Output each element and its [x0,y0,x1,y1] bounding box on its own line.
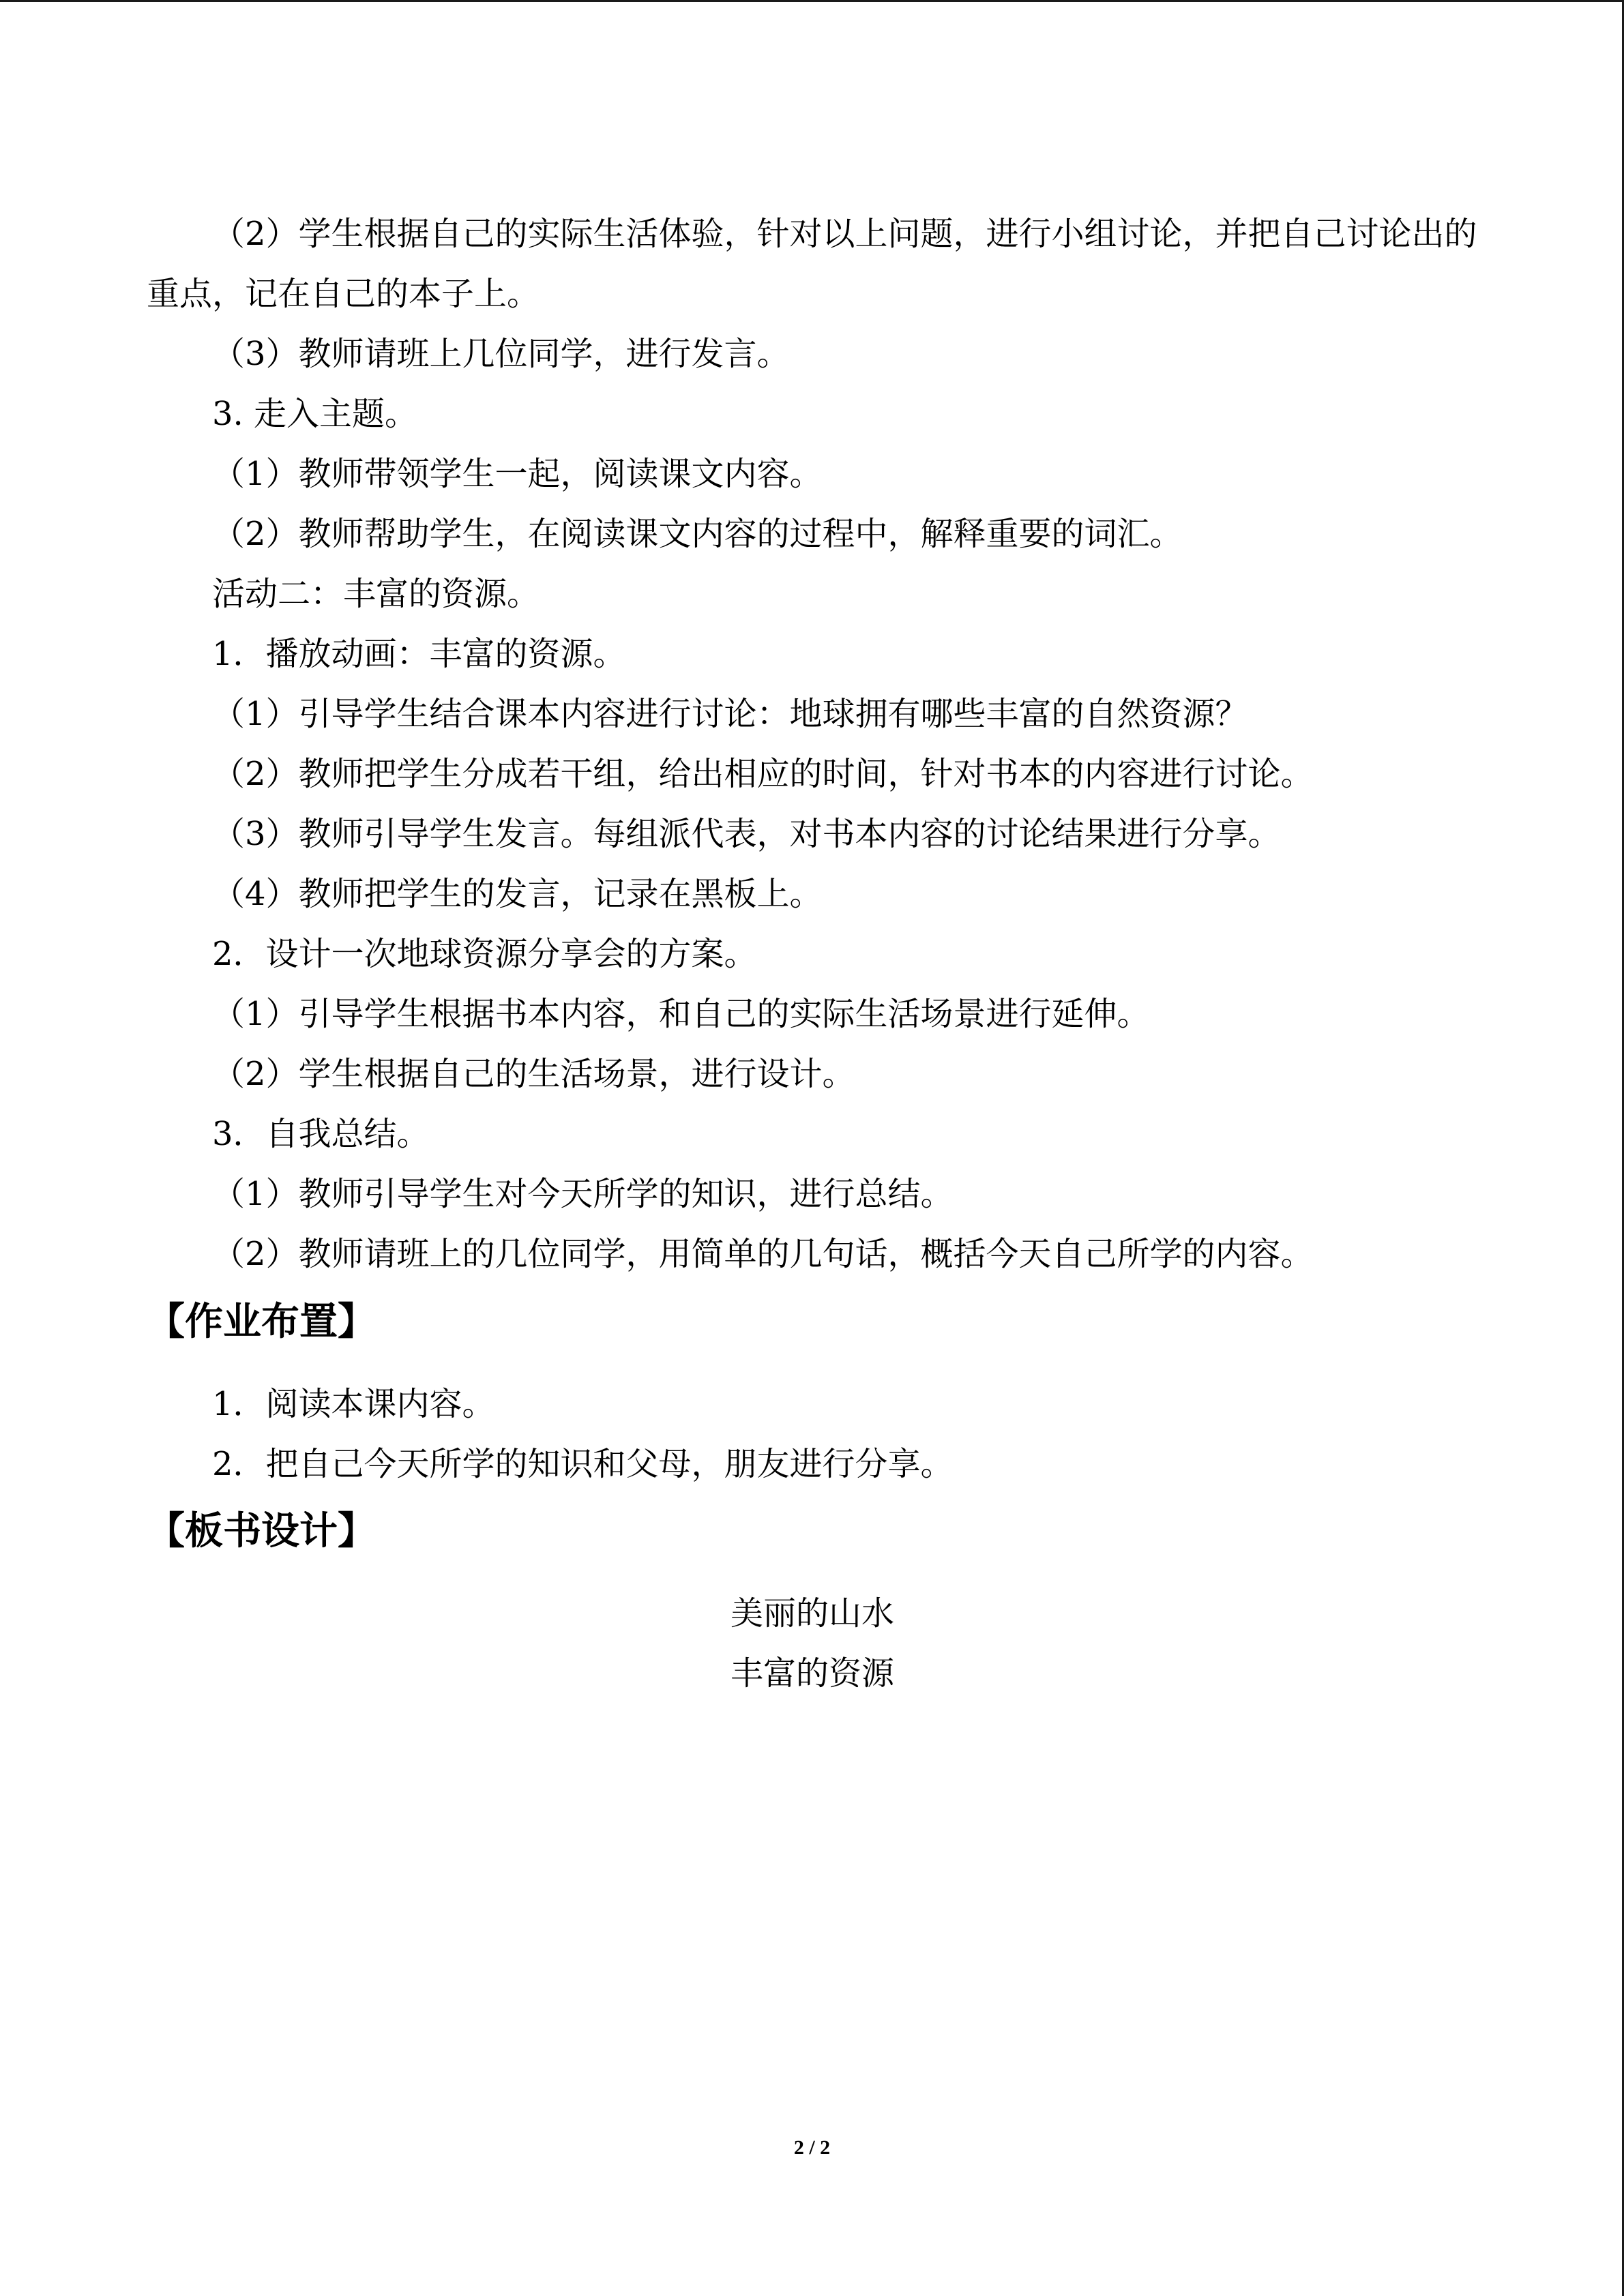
lesson-step-line: （2）教师请班上的几位同学，用简单的几句话，概括今天自己所学的内容。 [212,1235,1314,1273]
blackboard-line: 美丽的山水 [730,1594,894,1632]
lesson-step-line: （1）引导学生根据书本内容，和自己的实际生活场景进行延伸。 [212,995,1150,1033]
lesson-step-line: （2）学生根据自己的实际生活体验，针对以上问题，进行小组讨论，并把自己讨论出的重点，记在自己的本子上。 [147,215,1477,313]
lesson-step-line: 3. 走入主题。 [212,395,418,433]
lesson-step-line: （1）教师引导学生对今天所学的知识，进行总结。 [212,1175,954,1213]
homework-heading: 【作业布置】 [147,1300,376,1344]
lesson-step-line: （2）学生根据自己的生活场景，进行设计。 [212,1055,855,1093]
blackboard-design-heading: 【板书设计】 [147,1509,376,1553]
lesson-step-line: （1）引导学生结合课本内容进行讨论：地球拥有哪些丰富的自然资源？ [212,695,1248,733]
homework-item: 2．把自己今天所学的知识和父母，朋友进行分享。 [212,1445,954,1483]
lesson-step-line: （3）教师引导学生发言。每组派代表，对书本内容的讨论结果进行分享。 [212,815,1281,853]
homework-list [147,1374,1487,1494]
lesson-step-line: 3．自我总结。 [212,1115,430,1153]
blackboard-design [147,1583,1487,1703]
page-top-edge [0,0,1624,2]
activity-title: 活动二：丰富的资源。 [212,575,540,613]
blackboard-line: 丰富的资源 [730,1654,894,1693]
lesson-step-line: （2）教师帮助学生，在阅读课文内容的过程中，解释重要的词汇。 [212,515,1183,553]
lesson-step-line: （2）教师把学生分成若干组，给出相应的时间，针对书本的内容进行讨论。 [212,755,1314,793]
lesson-steps [147,204,1487,1284]
lesson-step-line: （1）教师带领学生一起，阅读课文内容。 [212,455,823,493]
page-number: 2 / 2 [793,2136,831,2159]
lesson-step-line: 2．设计一次地球资源分享会的方案。 [212,935,757,973]
lesson-step-line: （4）教师把学生的发言，记录在黑板上。 [212,875,823,913]
homework-item: 1．阅读本课内容。 [212,1385,495,1423]
page-content [147,204,1487,1703]
lesson-step-line: （3）教师请班上几位同学，进行发言。 [212,335,790,373]
lesson-step-line: 1．播放动画：丰富的资源。 [212,635,626,673]
